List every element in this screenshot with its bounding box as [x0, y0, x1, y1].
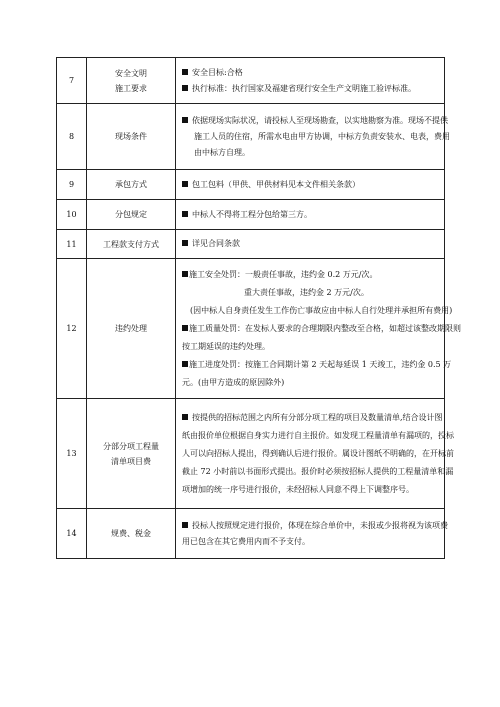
square-bullet-icon	[182, 361, 188, 367]
square-bullet-icon	[182, 85, 188, 91]
item-name	[87, 399, 176, 509]
content-line: 施工安全处罚：一般责任事故，违约金 0.2 万元/次。	[182, 266, 439, 284]
table-row	[57, 259, 445, 399]
content-line: 按提供的招标范围之内所有分部分项工程的项目及数量清单,结合设计图	[182, 409, 439, 427]
requirements-table-container	[56, 57, 461, 559]
item-name-line: 分部分项工程量	[103, 441, 159, 451]
square-bullet-icon	[182, 271, 188, 277]
content-line: 元。(由甲方造成的原因除外)	[182, 377, 285, 387]
item-content	[176, 58, 445, 104]
content-line: 纸由报价单位根据自身实力进行自主报价。如发现工程量清单有漏项的，投标	[182, 430, 454, 440]
square-bullet-icon	[182, 117, 188, 123]
content-line: 截止 72 小时前以书面形式提出。报价时必须按招标人提供的工程量清单和漏	[182, 466, 454, 476]
item-name-line: 规费、税金	[111, 529, 151, 538]
content-line: (因中标人自身责任发生工作伤亡事故应由中标人自行处理并承担所有费用)	[190, 305, 453, 315]
square-bullet-icon	[182, 211, 188, 217]
content-line: 包工包料（甲供、甲供材料见本文件相关条款）	[182, 177, 439, 193]
item-name	[87, 230, 176, 259]
square-bullet-icon	[182, 325, 188, 331]
item-name-line: 工程款支付方式	[103, 239, 159, 249]
content-line: 施工人员的住宿，所需水电由甲方协调，中标方负责安装水、电表，费用	[194, 131, 450, 141]
row-number: 10	[57, 200, 87, 230]
content-line: 依据现场实际状况，请投标人至现场勘查，以实地勘察为准。现场不提供	[182, 113, 439, 129]
item-name-line: 安全文明	[115, 68, 147, 78]
table-row	[57, 399, 445, 509]
row-number: 13	[57, 399, 87, 509]
requirements-table	[56, 57, 461, 559]
item-name-line: 承包方式	[115, 180, 147, 189]
row-number: 12	[57, 259, 87, 399]
item-name	[87, 259, 176, 399]
content-line: 施工质量处罚：在发标人要求的合理期限内整改至合格，如超过该整改期限则	[182, 320, 439, 338]
content-line: 由中标方自理。	[194, 147, 250, 157]
item-name	[87, 200, 176, 230]
table-row	[57, 104, 445, 170]
row-number: 7	[57, 58, 87, 104]
row-number: 11	[57, 230, 87, 259]
row-number: 9	[57, 170, 87, 200]
square-bullet-icon	[182, 69, 188, 75]
item-content	[176, 104, 450, 170]
content-line: 执行标准：执行国家及福建省现行安全生产文明施工验评标准。	[182, 81, 439, 97]
table-row	[57, 230, 445, 259]
item-content	[176, 200, 445, 230]
row-number: 8	[57, 104, 87, 170]
content-line: 投标人按照规定进行报价，体现在综合单价中，未报或少报将视为该项费	[182, 518, 439, 534]
square-bullet-icon	[182, 240, 188, 246]
content-line: 项增加的统一序号进行报价，未经招标人同意不得上下调整序号。	[182, 484, 414, 494]
item-content	[176, 509, 448, 559]
square-bullet-icon	[182, 414, 188, 420]
content-line: 重大责任事故，违约金 2 万元/次。	[244, 287, 369, 297]
item-content	[176, 399, 454, 509]
item-name-line: 清单项目费	[111, 456, 151, 466]
table-row	[57, 200, 445, 230]
item-content	[176, 170, 445, 200]
content-line: 人可以向招标人提出，得到确认后进行报价。属设计图纸不明确的，在开标前	[182, 448, 454, 458]
square-bullet-icon	[182, 522, 188, 528]
content-line: 详见合同条款	[182, 236, 439, 252]
item-name-line: 违约处理	[115, 324, 147, 333]
content-line: 安全目标:合格	[182, 65, 439, 81]
item-name	[87, 58, 176, 104]
table-row	[57, 509, 445, 559]
table-row	[57, 58, 445, 104]
item-name-line: 施工要求	[115, 83, 147, 93]
table-row	[57, 170, 445, 200]
item-name	[87, 170, 176, 200]
item-name	[87, 509, 176, 559]
item-content	[176, 230, 445, 259]
content-line: 施工进度处罚：按施工合同期计第 2 天起每延误 1 天竣工，违约金 0.5 万	[182, 356, 439, 374]
item-name	[87, 104, 176, 170]
row-number: 14	[57, 509, 87, 559]
item-name-line: 分包规定	[115, 210, 147, 219]
content-line: 中标人不得将工程分包给第三方。	[182, 207, 439, 223]
square-bullet-icon	[182, 181, 188, 187]
content-line: 按工期延误的违约处理。	[182, 341, 270, 351]
content-line: 用已包含在其它费用内而不予支付。	[182, 536, 310, 546]
item-name-line: 现场条件	[115, 132, 147, 141]
item-content	[176, 259, 461, 399]
